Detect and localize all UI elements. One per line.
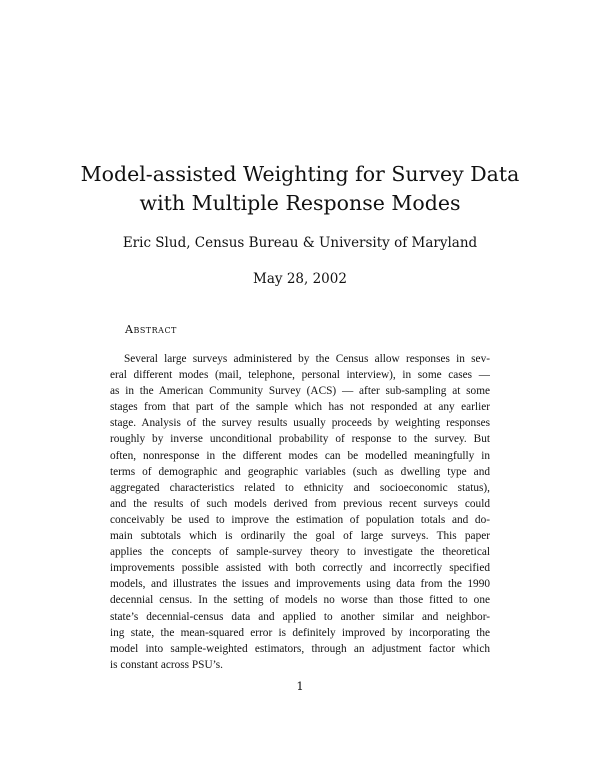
- abstract-line: is constant across PSU’s.: [110, 658, 223, 671]
- abstract-heading: Abstract: [125, 323, 177, 336]
- abstract-line: eral different modes (mail, telephone, personal interview), in some cases —: [110, 369, 490, 382]
- page-number: 1: [296, 679, 304, 693]
- abstract-line: conceivably be used to improve the estimation of population totals and do-: [110, 513, 490, 526]
- abstract-line: models, and illustrates the issues and improvements using data from the 1990: [110, 578, 490, 591]
- abstract-line: model into sample-weighted estimators, through an adjustment factor which: [110, 642, 490, 655]
- abstract-line: applies the concepts of sample-survey theory to investigate the theoretical: [110, 546, 490, 559]
- abstract-line: stage. Analysis of the survey results usually proceeds by weighting responses: [110, 417, 490, 430]
- abstract-body: [110, 351, 490, 673]
- abstract-line: decennial census. In the setting of models no worse than those fitted to one: [110, 594, 490, 607]
- abstract-line: ing state, the mean-squared error is definitely improved by incorporating the: [110, 626, 490, 639]
- abstract-line: improvements possible assisted with both correctly and incorrectly specified: [110, 562, 490, 575]
- abstract-line: stages from that part of the sample which has not responded at any earlier: [110, 401, 490, 414]
- abstract-line: Several large surveys administered by the Census allow responses in sev-: [124, 353, 490, 365]
- abstract-line: terms of demographic and geographic variables (such as dwelling type and: [110, 465, 490, 478]
- date-line: May 28, 2002: [253, 271, 347, 287]
- abstract-line: often, nonresponse in the different modes can be modelled meaningfully in: [110, 449, 490, 462]
- abstract-line: aggregated characteristics related to ethnicity and socioeconomic status),: [110, 481, 490, 494]
- title-line-2: with Multiple Response Modes: [139, 191, 461, 215]
- author-line: Eric Slud, Census Bureau & University of Maryland: [122, 235, 478, 251]
- abstract-line: state’s decennial-census data and applied to another similar and neighbor-: [110, 610, 490, 623]
- paper-title: [60, 160, 540, 218]
- abstract-line: as in the American Community Survey (ACS) — after sub-sampling at some: [110, 385, 490, 398]
- abstract-line: main subtotals which is ordinarily the goal of large surveys. This paper: [110, 530, 490, 543]
- abstract-line: and the results of such models derived from previous recent surveys could: [110, 497, 490, 510]
- abstract-line: roughly by inverse unconditional probability of response to the survey. But: [110, 433, 490, 446]
- title-line-1: Model-assisted Weighting for Survey Data: [80, 162, 520, 186]
